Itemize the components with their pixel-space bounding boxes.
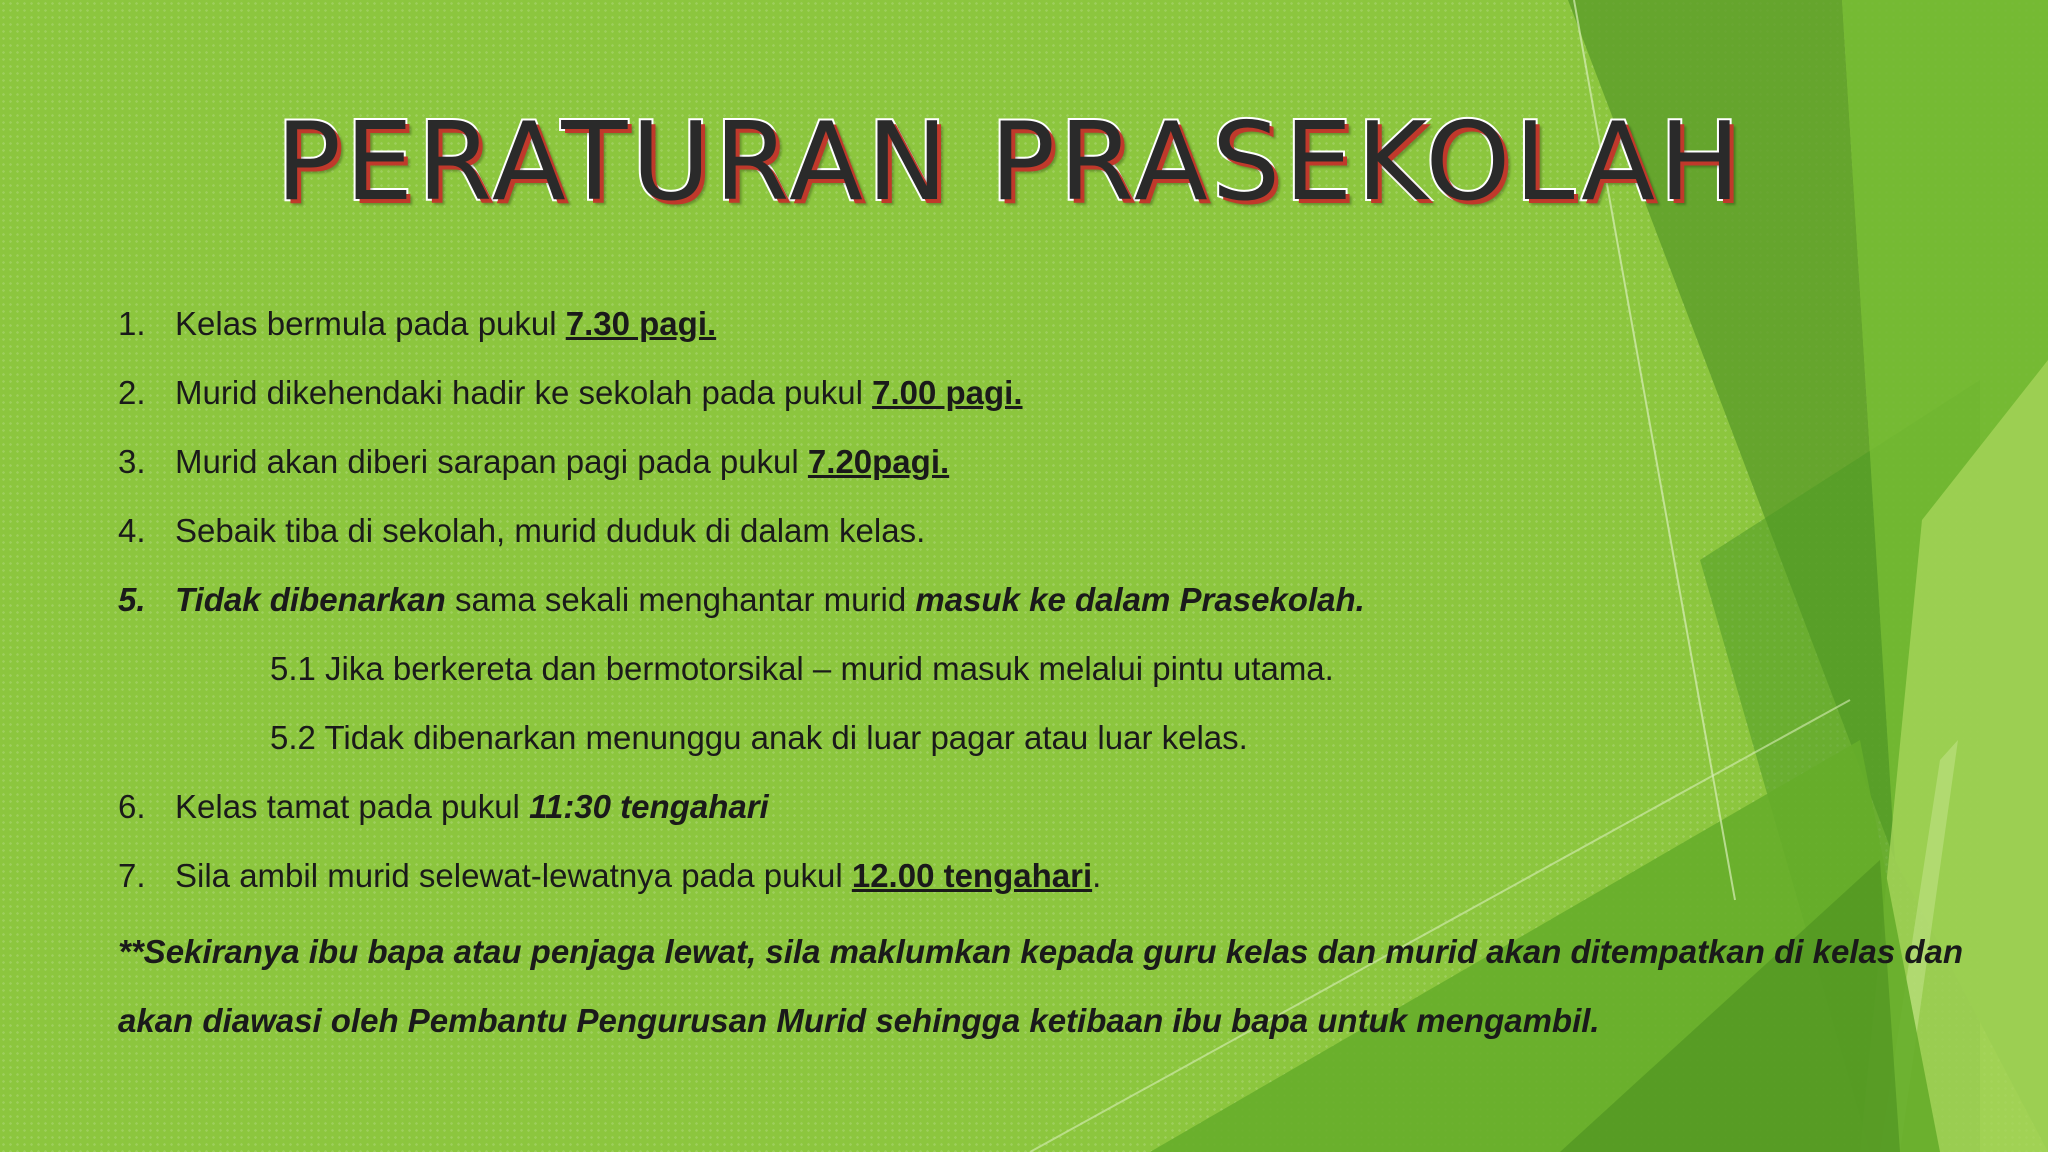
item-highlight: 7.20pagi. (807, 443, 950, 480)
item-number: 3. (118, 443, 146, 480)
item-text: Sebaik tiba di sekolah, murid duduk di dalam kelas. (175, 512, 926, 549)
list-item (118, 779, 1978, 848)
sub-item-text: 5.2 Tidak dibenarkan menunggu anak di luar pagar atau luar kelas. (270, 719, 1248, 756)
item-text: Sila ambil murid selewat-lewatnya pada pukul (175, 857, 852, 894)
list-item (118, 503, 1978, 572)
item-text: Kelas bermula pada pukul (175, 305, 566, 342)
rules-list (118, 296, 1978, 1055)
item-text: Murid akan diberi sarapan pagi pada pukul (175, 443, 808, 480)
item-text: sama sekali menghantar murid (445, 581, 916, 618)
item-text: Murid dikehendaki hadir ke sekolah pada pukul (175, 374, 873, 411)
page-title: PERATURAN PRASEKOLAH (275, 100, 1745, 225)
list-item (118, 572, 1978, 641)
list-item (118, 365, 1978, 434)
item-tail: masuk ke dalam Prasekolah. (915, 581, 1365, 618)
sub-item (118, 641, 1978, 710)
list-item (118, 296, 1978, 365)
item-number: 7. (118, 857, 146, 894)
item-highlight: 7.30 pagi. (565, 305, 717, 342)
sub-item-text: 5.1 Jika berkereta dan bermotorsikal – murid masuk melalui pintu utama. (270, 650, 1334, 687)
item-end: . (1092, 857, 1102, 894)
item-lead: Tidak dibenarkan (175, 581, 446, 618)
sub-item (118, 710, 1978, 779)
item-number: 2. (118, 374, 146, 411)
list-item (118, 434, 1978, 503)
item-number: 5. (118, 581, 146, 618)
item-number: 4. (118, 512, 146, 549)
item-text: Kelas tamat pada pukul (175, 788, 530, 825)
item-tail: 11:30 tengahari (529, 788, 769, 825)
footnote: **Sekiranya ibu bapa atau penjaga lewat, sila maklumkan kepada guru kelas dan murid akan ditempatkan di kelas dan akan diawasi oleh Pembantu Pengurusan Murid sehingga ketibaan ibu bapa untuk mengambil. (118, 933, 1964, 1039)
item-highlight: 12.00 tengahari (851, 857, 1093, 894)
list-item (118, 848, 1978, 917)
item-highlight: 7.00 pagi. (872, 374, 1023, 411)
item-number: 1. (118, 305, 146, 342)
item-number: 6. (118, 788, 146, 825)
